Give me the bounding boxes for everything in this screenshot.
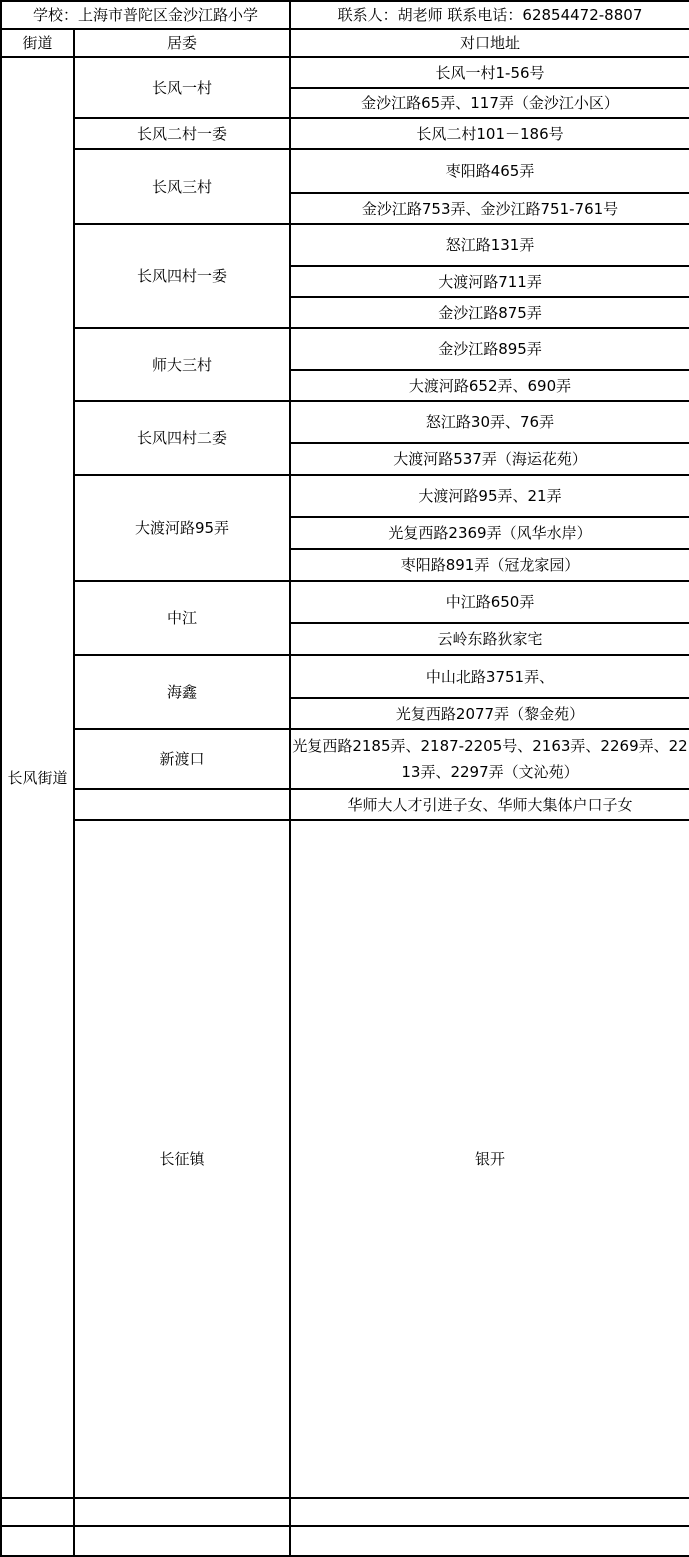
address-cell: 枣阳路465弄	[290, 149, 689, 193]
address-cell: 金沙江路895弄	[290, 328, 689, 370]
table-row	[1, 401, 689, 443]
committee-name: 大渡河路95弄	[74, 475, 290, 581]
empty-cell	[290, 1526, 689, 1556]
table-row	[1, 118, 689, 149]
empty-cell	[1, 1526, 74, 1556]
committee-name: 长风四村二委	[74, 401, 290, 475]
address-cell: 金沙江路65弄、117弄（金沙江小区）	[290, 88, 689, 118]
address-cell: 华师大人才引进子女、华师大集体户口子女	[290, 789, 689, 820]
committee-name: 长风四村一委	[74, 224, 290, 328]
school-info-row	[1, 1, 689, 29]
empty-row	[1, 1526, 689, 1556]
table-row	[1, 328, 689, 370]
empty-row	[1, 1498, 689, 1526]
table-row	[1, 224, 689, 266]
table-row	[1, 581, 689, 623]
address-cell: 枣阳路891弄（冠龙家园）	[290, 549, 689, 581]
address-cell: 中江路650弄	[290, 581, 689, 623]
address-cell: 云岭东路狄家宅	[290, 623, 689, 655]
column-header-street: 街道	[1, 29, 74, 57]
address-cell: 大渡河路95弄、21弄	[290, 475, 689, 517]
committee-name: 师大三村	[74, 328, 290, 401]
table-row	[1, 149, 689, 193]
column-header-row	[1, 29, 689, 57]
address-cell: 光复西路2369弄（风华水岸）	[290, 517, 689, 549]
committee-name: 中江	[74, 581, 290, 655]
table-row	[1, 655, 689, 698]
committee-name: 长风一村	[74, 57, 290, 118]
committee-name: 长风三村	[74, 149, 290, 224]
committee-name	[74, 789, 290, 820]
committee-name: 海鑫	[74, 655, 290, 729]
address-cell: 大渡河路652弄、690弄	[290, 370, 689, 401]
street-name: 长风街道	[1, 57, 74, 1498]
table-row	[1, 789, 689, 820]
contact-info: 联系人：胡老师 联系电话：62854472-8807	[290, 1, 689, 29]
address-cell: 金沙江路875弄	[290, 297, 689, 328]
address-cell: 大渡河路537弄（海运花苑）	[290, 443, 689, 475]
empty-cell	[290, 1498, 689, 1526]
address-cell: 大渡河路711弄	[290, 266, 689, 297]
empty-cell	[1, 1498, 74, 1526]
table-row	[1, 820, 689, 1498]
committee-name: 长风二村一委	[74, 118, 290, 149]
address-cell: 怒江路131弄	[290, 224, 689, 266]
table-row	[1, 729, 689, 789]
committee-name: 银开	[290, 820, 689, 1498]
address-cell: 光复西路2077弄（黎金苑）	[290, 698, 689, 729]
address-cell: 光复西路2185弄、2187-2205号、2163弄、2269弄、2213弄、2297弄（文沁苑）	[290, 729, 689, 789]
committee-name: 新渡口	[74, 729, 290, 789]
empty-cell	[74, 1498, 290, 1526]
address-cell: 金沙江路753弄、金沙江路751-761号	[290, 193, 689, 224]
empty-cell	[74, 1526, 290, 1556]
address-cell: 中山北路3751弄、	[290, 655, 689, 698]
address-cell: 长风一村1-56号	[290, 57, 689, 88]
street-name: 长征镇	[74, 820, 290, 1498]
table-row	[1, 57, 689, 88]
column-header-address: 对口地址	[290, 29, 689, 57]
column-header-committee: 居委	[74, 29, 290, 57]
table-row	[1, 475, 689, 517]
address-cell: 怒江路30弄、76弄	[290, 401, 689, 443]
school-name: 学校：上海市普陀区金沙江路小学	[1, 1, 290, 29]
address-cell: 长风二村101－186号	[290, 118, 689, 149]
